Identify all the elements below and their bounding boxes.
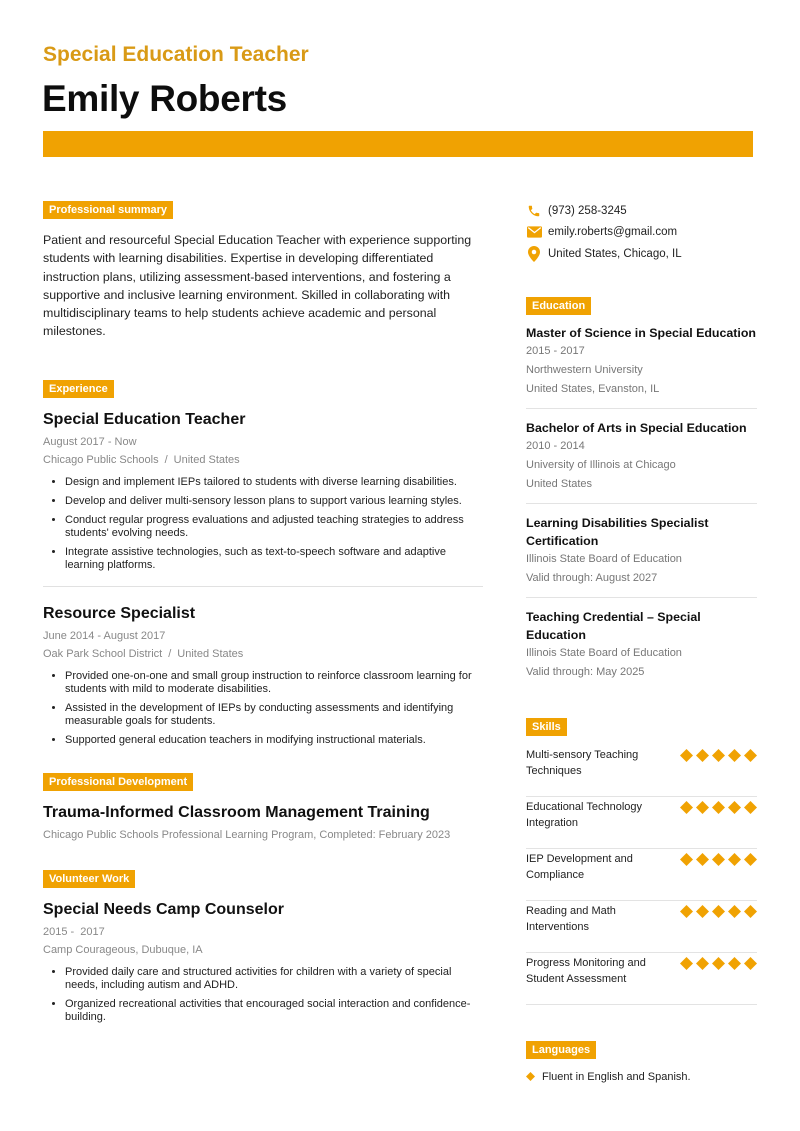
job-location: United States <box>173 453 240 466</box>
rating-diamond-icon <box>680 801 693 814</box>
education-item <box>526 419 757 504</box>
volunteer-title: Special Needs Camp Counselor <box>43 900 284 918</box>
rating-diamond-icon <box>696 957 709 970</box>
rating-diamond-icon <box>680 853 693 866</box>
education-line: Northwestern University <box>526 363 643 376</box>
education-line: Illinois State Board of Education <box>526 552 682 565</box>
divider <box>43 586 483 587</box>
skills-heading: Skills <box>526 718 567 736</box>
volunteer-bullets <box>43 966 483 1024</box>
bullet-item: • Integrate assistive technologies, such as text-to-speech software and adaptive learning platforms. <box>65 546 483 572</box>
education-line: Valid through: August 2027 <box>526 571 658 584</box>
job-title: Resource Specialist <box>43 604 196 622</box>
education-line: Valid through: May 2025 <box>526 665 645 678</box>
education-line: United States, Evanston, IL <box>526 382 660 395</box>
job-org: Chicago Public Schools <box>43 453 159 466</box>
skill-item <box>526 953 757 1005</box>
location-text: United States, Chicago, IL <box>548 247 682 260</box>
job-title: Special Education Teacher <box>43 43 309 66</box>
education-line: 2015 - 2017 <box>526 344 585 357</box>
education-heading: Education <box>526 297 591 315</box>
education-item <box>526 514 757 598</box>
skills-list <box>526 745 757 1005</box>
rating-diamond-icon <box>712 957 725 970</box>
rating-diamond-icon <box>728 957 741 970</box>
job-location: United States <box>177 647 244 660</box>
contact-phone <box>526 200 757 222</box>
job-bullets <box>43 670 483 747</box>
skill-rating <box>680 957 757 970</box>
volunteer-org: Camp Courageous, Dubuque, IA <box>43 943 203 956</box>
job-dates: June 2014 - August 2017 <box>43 629 166 642</box>
email-text: emily.roberts@gmail.com <box>548 226 678 239</box>
contact-location <box>526 243 757 265</box>
bullet-item: • Assisted in the development of IEPs by conducting assessments and identifying measurable goals for students. <box>65 702 483 728</box>
job-org-line: Chicago Public Schools / United States <box>43 453 240 466</box>
rating-diamond-icon <box>712 853 725 866</box>
rating-diamond-icon <box>712 801 725 814</box>
experience-heading: Experience <box>43 380 114 398</box>
education-line: University of Illinois at Chicago <box>526 458 676 471</box>
rating-diamond-icon <box>744 905 757 918</box>
phone-text: (973) 258-3245 <box>548 204 627 217</box>
bullet-item: • Conduct regular progress evaluations and adjusted teaching strategies to address students' evolving needs. <box>65 514 483 540</box>
volunteer-dates: 2015 - 2017 <box>43 925 105 938</box>
rating-diamond-icon <box>744 749 757 762</box>
rating-diamond-icon <box>744 853 757 866</box>
rating-diamond-icon <box>696 905 709 918</box>
bullet-item: • Provided one-on-one and small group instruction to reinforce classroom learning for students with mild to moderate disabilities. <box>65 670 483 696</box>
skill-name: Educational Technology Integration <box>526 800 642 829</box>
rating-diamond-icon <box>680 749 693 762</box>
education-title: Master of Science in Special Education <box>526 325 756 340</box>
education-line: 2010 - 2014 <box>526 439 585 452</box>
right-column <box>526 200 757 1083</box>
mail-icon <box>526 224 542 240</box>
phone-icon <box>526 203 542 219</box>
development-heading: Professional Development <box>43 773 193 791</box>
rating-diamond-icon <box>680 905 693 918</box>
rating-diamond-icon <box>744 801 757 814</box>
skill-name: Progress Monitoring and Student Assessment <box>526 956 646 985</box>
summary-heading: Professional summary <box>43 201 173 219</box>
rating-diamond-icon <box>696 801 709 814</box>
job-title: Special Education Teacher <box>43 410 246 428</box>
rating-diamond-icon <box>728 853 741 866</box>
education-list <box>526 324 757 691</box>
job-org: Oak Park School District <box>43 647 163 660</box>
volunteer-heading: Volunteer Work <box>43 870 135 888</box>
language-text: Fluent in English and Spanish. <box>542 1070 691 1083</box>
skill-rating <box>680 905 757 918</box>
skill-item <box>526 901 757 953</box>
left-column <box>43 200 483 1030</box>
education-title: Learning Disabilities Specialist Certification <box>526 515 709 548</box>
education-title: Bachelor of Arts in Special Education <box>526 420 747 435</box>
rating-diamond-icon <box>712 905 725 918</box>
development-detail: Chicago Public Schools Professional Learning Program, Completed: February 2023 <box>43 828 451 841</box>
contact-email <box>526 222 757 244</box>
education-line: United States <box>526 477 593 490</box>
education-line: Illinois State Board of Education <box>526 646 682 659</box>
skill-name: Reading and Math Interventions <box>526 904 616 933</box>
job-dates: August 2017 - Now <box>43 435 137 448</box>
skill-rating <box>680 749 757 762</box>
skill-name: Multi-sensory Teaching Techniques <box>526 748 639 777</box>
skill-item <box>526 745 757 797</box>
bullet-item: • Develop and deliver multi-sensory lesson plans to support various learning styles. <box>65 495 483 508</box>
education-item <box>526 324 757 409</box>
bullet-item: • Supported general education teachers in modifying instructional materials. <box>65 734 483 747</box>
rating-diamond-icon <box>728 749 741 762</box>
rating-diamond-icon <box>680 957 693 970</box>
rating-diamond-icon <box>728 905 741 918</box>
rating-diamond-icon <box>728 801 741 814</box>
education-item <box>526 608 757 691</box>
bullet-item: • Provided daily care and structured activities for children with a variety of special needs, including autism and ADHD. <box>65 966 483 992</box>
education-title: Teaching Credential – Special Education <box>526 609 701 642</box>
rating-diamond-icon <box>696 749 709 762</box>
header-bar <box>43 131 753 157</box>
job-org-line: Oak Park School District / United States <box>43 647 244 660</box>
rating-diamond-icon <box>712 749 725 762</box>
skill-name: IEP Development and Compliance <box>526 852 633 881</box>
development-title: Trauma-Informed Classroom Management Training <box>43 803 430 821</box>
summary-text: Patient and resourceful Special Education Teacher with experience supporting students with learning disabilities. Expertise in developing differentiated instruction plans, utilizing assessment-based interventions, and fostering a supportive and inclusive learning environment. Skilled in collaborating with multidisciplinary teams to help students achieve academic and personal milestones. <box>43 233 472 339</box>
skill-rating <box>680 853 757 866</box>
languages-heading: Languages <box>526 1041 596 1059</box>
bullet-item: • Organized recreational activities that encouraged social interaction and confidence-building. <box>65 998 483 1024</box>
language-item <box>526 1071 757 1083</box>
location-pin-icon <box>526 246 542 262</box>
job-entry <box>43 411 483 572</box>
candidate-name: Emily Roberts <box>42 78 287 119</box>
bullet-item: • Design and implement IEPs tailored to students with diverse learning disabilities. <box>65 476 483 489</box>
skill-rating <box>680 801 757 814</box>
job-entry <box>43 605 483 747</box>
skill-item <box>526 849 757 901</box>
skill-item <box>526 797 757 849</box>
diamond-bullet-icon <box>526 1072 535 1081</box>
rating-diamond-icon <box>696 853 709 866</box>
job-bullets <box>43 476 483 572</box>
rating-diamond-icon <box>744 957 757 970</box>
